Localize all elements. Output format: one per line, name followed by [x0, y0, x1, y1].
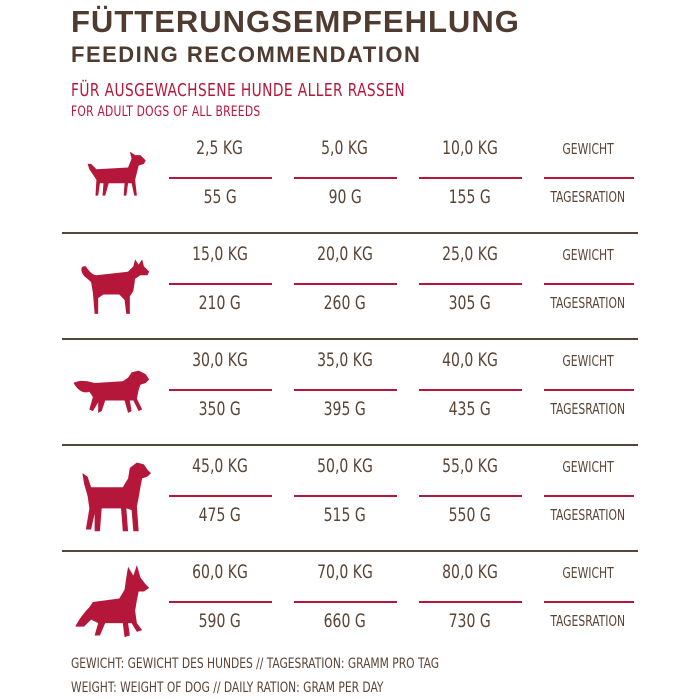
accent-rule [544, 389, 634, 391]
ration-cell: 350 G [198, 398, 242, 420]
subtitle-german: FÜR AUSGEWACHSENE HUNDE ALLER RASSEN [71, 80, 406, 101]
weight-cell: 45,0 KG [192, 455, 248, 477]
feeding-row [62, 442, 638, 548]
footer-legend-english: WEIGHT: WEIGHT OF DOG // DAILY RATION: GRAM PER DAY [71, 680, 384, 696]
ration-cell: 590 G [198, 610, 242, 632]
weight-cell: 50,0 KG [317, 455, 373, 477]
weight-cell: 15,0 KG [192, 243, 248, 265]
weight-label: GEWICHT [562, 352, 614, 370]
weight-label: GEWICHT [562, 458, 614, 476]
accent-rule [419, 601, 522, 603]
accent-rule [169, 495, 272, 497]
accent-rule [544, 283, 634, 285]
title-english: FEEDING RECOMMENDATION [71, 42, 422, 67]
ration-label: TAGESRATION [550, 612, 626, 630]
weight-cell: 60,0 KG [192, 561, 248, 583]
accent-rule [419, 177, 522, 179]
ration-cell: 435 G [448, 398, 492, 420]
accent-rule [544, 495, 634, 497]
feeding-row [62, 336, 638, 442]
accent-rule [419, 283, 522, 285]
ration-cell: 660 G [323, 610, 367, 632]
ration-cell: 515 G [323, 504, 367, 526]
accent-rule [294, 389, 397, 391]
accent-rule [544, 601, 634, 603]
accent-rule [294, 601, 397, 603]
ration-cell: 475 G [198, 504, 242, 526]
weight-cell: 35,0 KG [317, 349, 373, 371]
weight-cell: 55,0 KG [442, 455, 498, 477]
accent-rule [294, 283, 397, 285]
ration-cell: 395 G [323, 398, 367, 420]
setter-dog-icon [70, 346, 158, 434]
weight-cell: 20,0 KG [317, 243, 373, 265]
footer-legend-german: GEWICHT: GEWICHT DES HUNDES // TAGESRATION: GRAMM PRO TAG [71, 656, 440, 672]
ration-cell: 730 G [448, 610, 492, 632]
weight-cell: 30,0 KG [192, 349, 248, 371]
ration-cell: 260 G [323, 292, 367, 314]
weight-cell: 40,0 KG [442, 349, 498, 371]
weight-cell: 2,5 KG [196, 137, 244, 159]
feeding-row [62, 548, 638, 654]
accent-rule [419, 389, 522, 391]
accent-rule [294, 177, 397, 179]
shepherd-dog-icon [70, 558, 158, 646]
weight-cell: 70,0 KG [317, 561, 373, 583]
weight-label: GEWICHT [562, 564, 614, 582]
title-german: FÜTTERUNGSEMPFEHLUNG [71, 4, 520, 39]
spitz-dog-icon [70, 240, 158, 328]
accent-rule [419, 495, 522, 497]
ration-cell: 210 G [198, 292, 242, 314]
ration-cell: 90 G [328, 186, 362, 208]
ration-cell: 550 G [448, 504, 492, 526]
feeding-row [62, 124, 638, 230]
weight-cell: 5,0 KG [321, 137, 369, 159]
accent-rule [169, 601, 272, 603]
accent-rule [169, 177, 272, 179]
weight-label: GEWICHT [562, 246, 614, 264]
ration-label: TAGESRATION [550, 188, 626, 206]
weight-cell: 10,0 KG [442, 137, 498, 159]
weight-cell: 80,0 KG [442, 561, 498, 583]
feeding-row [62, 230, 638, 336]
accent-rule [544, 177, 634, 179]
ration-cell: 55 G [203, 186, 237, 208]
weight-label: GEWICHT [562, 140, 614, 158]
accent-rule [169, 389, 272, 391]
ration-label: TAGESRATION [550, 294, 626, 312]
small-terrier-dog-icon [70, 134, 158, 222]
ration-cell: 305 G [448, 292, 492, 314]
accent-rule [294, 495, 397, 497]
weight-cell: 25,0 KG [442, 243, 498, 265]
ration-label: TAGESRATION [550, 400, 626, 418]
accent-rule [169, 283, 272, 285]
ration-cell: 155 G [448, 186, 492, 208]
retriever-dog-icon [70, 452, 158, 540]
subtitle-english: FOR ADULT DOGS OF ALL BREEDS [71, 104, 261, 120]
ration-label: TAGESRATION [550, 506, 626, 524]
